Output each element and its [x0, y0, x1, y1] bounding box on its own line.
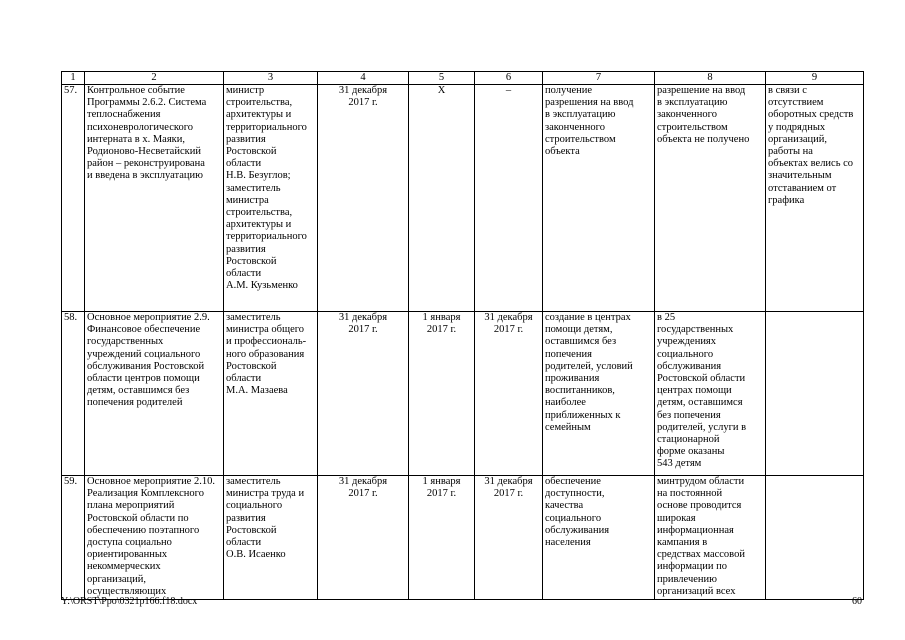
actual-end-date: 31 декабря 2017 г. — [475, 312, 543, 476]
measure-name: Контрольное событие Программы 2.6.2. Система теплоснабжения психоневрологического интерната в х. Маяки, Родионово-Несветайский район – реконструирована и введена в эксплуатацию — [85, 85, 224, 312]
actual-end-date: 31 декабря 2017 г. — [475, 476, 543, 600]
row-number: 57. — [62, 85, 85, 312]
responsible-executor: заместитель министра общего и профессиональ- ного образования Ростовской области М.А. Мазаева — [224, 312, 318, 476]
deviation-reasons: в связи с отсутствием оборотных средств у подрядных организаций, работы на объектах велись со значительным отставанием от графика — [766, 85, 864, 312]
col-header-2: 2 — [85, 72, 224, 85]
col-header-3: 3 — [224, 72, 318, 85]
col-header-9: 9 — [766, 72, 864, 85]
col-header-6: 6 — [475, 72, 543, 85]
actual-result: разрешение на ввод в эксплуатацию законченного строительством объекта не получено — [655, 85, 766, 312]
page-number: 60 — [852, 596, 862, 607]
row-number: 59. — [62, 476, 85, 600]
col-header-5: 5 — [409, 72, 475, 85]
actual-start-date: X — [409, 85, 475, 312]
actual-end-date: – — [475, 85, 543, 312]
col-header-4: 4 — [318, 72, 409, 85]
actual-start-date: 1 января 2017 г. — [409, 476, 475, 600]
measure-name: Основное мероприятие 2.10. Реализация Комплексного плана мероприятий Ростовской области по обеспечению поэтапного доступа социально ориентированных некоммерческих организаций, осуществляющих — [85, 476, 224, 600]
actual-start-date: 1 января 2017 г. — [409, 312, 475, 476]
row-number: 58. — [62, 312, 85, 476]
planned-end-date: 31 декабря 2017 г. — [318, 312, 409, 476]
responsible-executor: министр строительства, архитектуры и территориального развития Ростовской области Н.В. Безуглов; заместитель министра строительства, архитектуры и территориального развития Ростовской области А.М. Кузьменко — [224, 85, 318, 312]
footer-file-path: Y:\ORST\Ppo\0321p166.f18.docx — [61, 596, 198, 607]
planned-result: получение разрешения на ввод в эксплуатацию законченного строительством объекта — [543, 85, 655, 312]
planned-end-date: 31 декабря 2017 г. — [318, 85, 409, 312]
measure-name: Основное мероприятие 2.9. Финансовое обеспечение государственных учреждений социального обслуживания Ростовской области центров помощи детям, оставшимся без попечения родителей — [85, 312, 224, 476]
report-table — [61, 71, 864, 600]
col-header-1: 1 — [62, 72, 85, 85]
planned-end-date: 31 декабря 2017 г. — [318, 476, 409, 600]
planned-result: создание в центрах помощи детям, оставшимся без попечения родителей, условий проживания воспитанников, наиболее приближенных к семейным — [543, 312, 655, 476]
deviation-reasons — [766, 476, 864, 600]
actual-result: в 25 государственных учреждениях социального обслуживания Ростовской области центрах помощи детям, оставшимся без попечения родителей, услуги в стационарной форме оказаны 543 детям — [655, 312, 766, 476]
table-row — [62, 312, 864, 476]
col-header-8: 8 — [655, 72, 766, 85]
col-header-7: 7 — [543, 72, 655, 85]
column-number-row — [62, 72, 864, 85]
planned-result: обеспечение доступности, качества социального обслуживания населения — [543, 476, 655, 600]
actual-result: минтрудом области на постоянной основе проводится широкая информационная кампания в средствах массовой информации по привлечению организаций всех — [655, 476, 766, 600]
table-row — [62, 85, 864, 312]
responsible-executor: заместитель министра труда и социального развития Ростовской области О.В. Исаенко — [224, 476, 318, 600]
table-row — [62, 476, 864, 600]
deviation-reasons — [766, 312, 864, 476]
